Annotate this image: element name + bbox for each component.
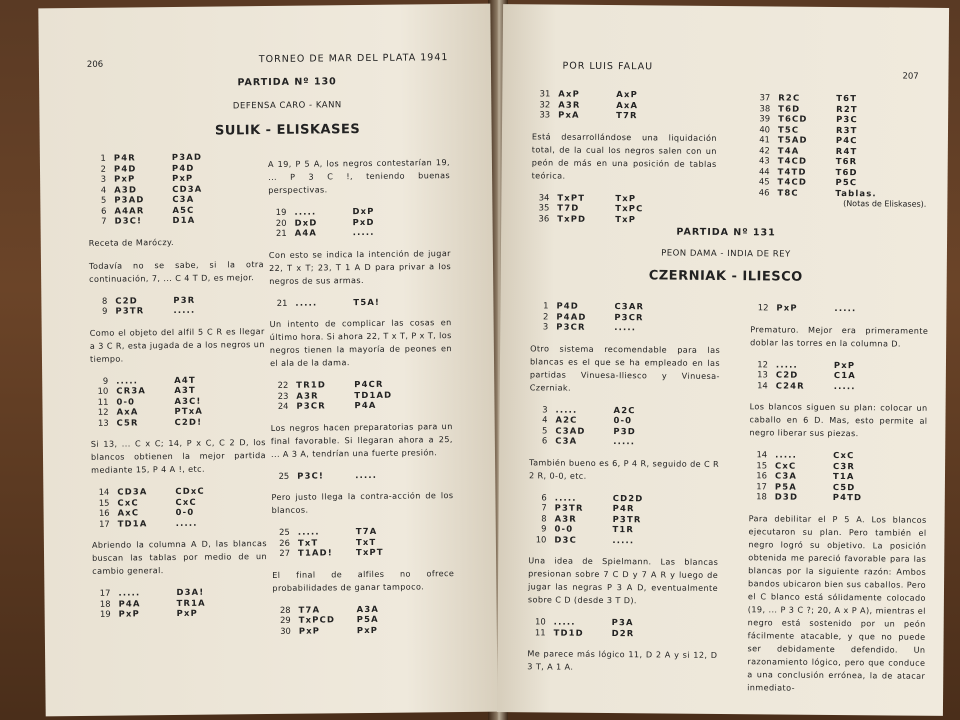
black-move: R2T [836, 103, 858, 114]
white-move: R2C [778, 92, 801, 103]
move-number: 14 [756, 449, 768, 460]
move-number: 9 [102, 305, 108, 316]
move-number: 11 [97, 396, 109, 407]
black-move: ..... [834, 303, 857, 314]
white-move: ..... [118, 587, 141, 598]
right-page [497, 4, 949, 716]
black-move: TxPT [355, 546, 384, 558]
move-list [528, 492, 718, 546]
move-list [532, 88, 717, 121]
right-column-2 [751, 92, 927, 209]
white-move: P4A [118, 597, 141, 609]
move-list [268, 205, 450, 238]
black-move: P5C [835, 177, 858, 188]
move-list [749, 449, 927, 503]
move-number: 17 [99, 587, 111, 598]
move-row [752, 134, 927, 146]
move-number: 12 [97, 406, 109, 417]
annotation: Receta de Maróczy. [88, 236, 175, 248]
move-list [89, 294, 264, 317]
black-move: CD2D [612, 492, 644, 503]
game-title: PARTIDA Nº 130 [237, 76, 337, 89]
move-number: 23 [277, 390, 289, 401]
white-move: T8C [777, 187, 799, 198]
move-number: 6 [541, 491, 547, 503]
move-number: 7 [541, 502, 547, 513]
annotation-credit: (Notas de Eliskases). [843, 199, 927, 209]
left-column-2 [268, 156, 455, 636]
black-move: ..... [613, 436, 636, 447]
move-number: 17 [756, 480, 767, 491]
move-row [749, 491, 927, 503]
black-move: TxP [615, 213, 637, 224]
black-move: TxPC [615, 203, 644, 214]
move-number: 19 [99, 608, 111, 619]
move-number: 12 [757, 358, 769, 369]
black-move: A4T [174, 374, 196, 385]
move-row [752, 155, 927, 167]
annotation: Para debilitar el P 5 A. Los blancos ejecutaron su plan. Pero también el negro logró su objetivo. La posición obtenida me pareció favorable para las blancas por la siguiente razón: Ambos bandos ubicaron bien sus caballos. Pero el C blanco está sólidamente colocado (19, ... P 3 C ?; 20, A x P A), mientras el negro está sostenido por un peón fácilmente atacable, y que no puede ser debidamente defendido. Un razonamiento lógico, pero que conduce a una conclusión errónea, la de atacar inmediato- [747, 512, 927, 693]
move-list [270, 378, 452, 411]
black-move: P3C [836, 114, 858, 125]
black-move: PxP [172, 172, 194, 184]
white-move: A3R [558, 99, 581, 110]
move-row [750, 302, 928, 314]
right-column-3 [527, 300, 720, 675]
black-move: P4TD [832, 492, 863, 503]
move-row [752, 92, 927, 104]
move-number: 10 [534, 616, 546, 627]
left-page [38, 4, 497, 717]
move-number: 21 [275, 227, 287, 238]
black-move: PTxA [174, 405, 204, 417]
game-title: PARTIDA Nº 131 [676, 226, 776, 239]
white-move: ..... [555, 404, 578, 415]
move-list [750, 302, 928, 314]
move-number: 1 [543, 300, 549, 311]
white-move: P4R [113, 152, 136, 163]
move-number: 8 [101, 295, 108, 306]
black-move: TR1A [176, 597, 206, 608]
black-move: PxP [356, 624, 379, 635]
black-move: TD1AD [354, 389, 393, 400]
move-number: 2 [542, 310, 549, 322]
move-number: 12 [757, 302, 769, 313]
white-move: T1AD! [297, 547, 333, 558]
black-move: C3R [833, 460, 856, 471]
move-number: 9 [102, 375, 109, 386]
white-move: DxD [294, 217, 318, 228]
white-move: P4D [113, 162, 137, 174]
white-move: P3CR [296, 400, 326, 411]
move-list [528, 616, 718, 639]
annotation: También bueno es 6, P 4 R, seguido de C R 2 R, 0-0, etc. [528, 456, 720, 481]
move-list [90, 374, 266, 428]
move-list [751, 92, 927, 199]
move-number: 10 [535, 533, 547, 545]
move-number: 40 [759, 123, 771, 134]
annotation: A 19, P 5 A, los negros contestarían 19, ... P 3 C !, teniendo buenas perspectivas. [267, 157, 451, 195]
move-number: 37 [759, 92, 771, 103]
move-number: 18 [756, 491, 767, 502]
black-move: C2D! [174, 416, 203, 427]
white-move: T6D [778, 103, 801, 114]
white-move: PxP [114, 173, 136, 184]
move-number: 39 [759, 113, 771, 124]
white-move: AxC [117, 507, 140, 518]
black-move: T1A [832, 471, 855, 482]
white-move: CxC [775, 460, 797, 471]
annotation: Si 13, ... C x C; 14, P x C, C 2 D, los blancos obtienen la mejor partida mediante 15, P 4 A !, etc. [90, 437, 267, 475]
move-list [531, 192, 716, 225]
white-move: A4A [294, 227, 318, 238]
white-move: ..... [775, 359, 798, 370]
move-number: 19 [275, 206, 287, 217]
black-move: CDxC [175, 485, 205, 497]
white-move: P3CR [556, 321, 586, 332]
annotation: Un intento de complicar las cosas en último hora. Si ahora 22, T x T, P x T, los negros tienen la mayoría de peones en el ala de la dama. [269, 317, 452, 368]
annotation: Prematuro. Mejor era primeramente doblar las torres en la columna D. [750, 323, 929, 349]
move-list [529, 404, 719, 448]
white-move: T4CD [777, 155, 808, 166]
black-move: P3R [173, 294, 196, 305]
move-number: 20 [275, 217, 287, 228]
white-move: TD1A [117, 517, 148, 529]
white-move: D3C! [114, 215, 143, 226]
move-number: 9 [541, 523, 547, 534]
black-move: T6D [835, 166, 858, 177]
move-number: 28 [279, 604, 291, 615]
white-move: T4CD [777, 176, 808, 187]
white-move: TR1D [296, 379, 327, 390]
black-move: C3A [172, 193, 195, 205]
white-move: T6CD [778, 113, 808, 124]
black-move: 0-0 [613, 415, 633, 426]
move-number: 3 [542, 403, 548, 415]
opening-name: PEON DAMA - INDIA DE REY [661, 247, 791, 260]
move-number: 21 [276, 297, 288, 308]
move-number: 6 [541, 435, 548, 446]
white-move: CxC [117, 496, 139, 508]
move-number: 4 [542, 414, 548, 425]
black-move: PxP [833, 359, 856, 370]
black-move: R4T [835, 145, 858, 156]
annotation: El final de alfiles no ofrece probabilidades de ganar tampoco. [272, 567, 455, 593]
white-move: TxPT [557, 192, 586, 203]
move-number: 38 [759, 102, 771, 113]
white-move: D3D [774, 491, 799, 502]
move-number: 36 [538, 212, 550, 224]
move-number: 42 [759, 144, 770, 155]
annotation: Abriendo la columna A D, las blancas buscan las tablas por medio de un cambio general. [91, 538, 268, 576]
move-number: 26 [279, 537, 290, 548]
black-move: CxC [175, 496, 197, 507]
black-move: T5A! [353, 296, 381, 307]
annotation: Como el objeto del alfil 5 C R es llegar a 3 C R, esta jugada de a los negros un tiempo. [89, 325, 265, 364]
black-move: ..... [833, 380, 856, 391]
black-move: P3CR [614, 311, 644, 322]
white-move: T7A [298, 604, 321, 615]
black-move: D2R [611, 627, 635, 638]
move-number: 16 [98, 507, 110, 518]
right-column-4 [747, 302, 928, 695]
move-number: 25 [278, 470, 290, 481]
players-title: CZERNIAK - ILIESCO [648, 268, 803, 285]
move-number: 45 [758, 176, 770, 187]
black-move: A2C [613, 404, 636, 415]
white-move: P3TR [115, 305, 145, 316]
white-move: P4D [556, 300, 580, 311]
move-number: 11 [534, 626, 546, 638]
black-move: R3T [835, 124, 858, 135]
annotation: Me parece más lógico 11, D 2 A y si 12, D 3 T, A 1 A. [527, 648, 718, 672]
black-move: T7R [616, 110, 638, 121]
annotation: Todavía no se sabe, si la otra continuación, 7, ... C 4 T D, es mejor. [88, 258, 265, 284]
move-number: 27 [279, 547, 291, 558]
move-list [272, 525, 454, 558]
white-move: C3AD [555, 425, 586, 436]
white-move: ..... [554, 492, 577, 503]
annotation: Está desarrollándose una liquidación total, de la cual los negros salen con un peón de más en una posición de tablas teórica. [531, 130, 717, 181]
black-move: T1R [612, 524, 635, 535]
move-list [88, 151, 264, 226]
move-number: 18 [99, 598, 111, 609]
black-move: AxP [616, 89, 638, 100]
black-move: C5D [832, 481, 856, 492]
white-move: PxP [118, 608, 140, 619]
white-move: C24R [775, 380, 805, 391]
move-number: 5 [100, 194, 107, 205]
white-move: C5R [116, 416, 139, 428]
move-row [751, 187, 926, 199]
white-move: PxA [558, 109, 580, 120]
white-move: T5AD [777, 134, 808, 145]
white-move: P5A [774, 481, 798, 492]
white-move: T5C [777, 124, 800, 135]
running-head: POR LUIS FALAU [562, 60, 654, 73]
move-number: 4 [100, 184, 107, 195]
opening-name: DEFENSA CARO - KANN [232, 99, 342, 111]
annotation: Otro sistema recomendable para las blancas es el que se ha empleado en las partidas Vinuesa-Iliesco y Vinuesa-Czerniak. [529, 342, 721, 393]
white-move: P4AD [556, 311, 587, 322]
annotation: Una idea de Spielmann. Las blancas presionan sobre 7 C D y 7 A R y luego de jugar las negras P 3 A D, eventualmente sobre C D (desde 3 T D). [527, 555, 719, 606]
white-move: C2D [115, 294, 138, 306]
move-list [273, 603, 455, 636]
annotation: Con esto se indica la intención de jugar 22, T x T; 23, T 1 A D para privar a los negros de sus armas. [268, 247, 452, 286]
move-number: 34 [538, 191, 550, 203]
white-move: T4A [777, 145, 800, 156]
white-move: C2D [775, 369, 799, 380]
move-row [752, 113, 927, 125]
move-number: 13 [757, 369, 768, 380]
game-131-heading [531, 226, 921, 284]
move-number: 8 [541, 512, 547, 524]
move-number: 3 [542, 321, 549, 332]
move-number: 15 [98, 497, 110, 508]
black-move: P4A [354, 399, 377, 411]
move-number: 17 [98, 518, 110, 529]
black-move: ..... [352, 226, 375, 238]
white-move: ..... [116, 374, 139, 386]
right-column-1 [531, 88, 717, 225]
white-move: A2C [555, 414, 578, 425]
black-move: C3AR [614, 301, 645, 312]
move-row [750, 380, 928, 392]
black-move: TxP [615, 192, 637, 203]
white-move: CR3A [116, 385, 147, 396]
black-move: 0-0 [175, 506, 195, 518]
black-move: ..... [614, 322, 637, 333]
move-number: 24 [277, 400, 289, 411]
black-move: TxT [355, 536, 377, 547]
white-move: PxP [776, 302, 798, 313]
move-row [93, 607, 268, 619]
move-number: 35 [538, 202, 550, 213]
annotation: Los negros hacen preparatorias para un final favorable. Si llegaran ahora a 25, ... A 3 A, tendrían una fuerte presión. [270, 420, 453, 459]
white-move: ..... [297, 526, 320, 537]
white-move: PxP [298, 625, 321, 636]
black-move: CD3A [172, 183, 203, 194]
white-move: A3R [296, 390, 319, 401]
move-row [273, 624, 455, 636]
white-move: P3TR [554, 502, 584, 513]
black-move: DxP [352, 205, 375, 217]
players-title: SULIK - ELISKASES [214, 122, 361, 139]
white-move: TD1D [553, 627, 584, 638]
move-list [530, 300, 720, 333]
move-number: 33 [539, 109, 551, 120]
move-number: 44 [758, 165, 770, 176]
move-number: 6 [101, 205, 107, 216]
annotation: Pero justo llega la contra-acción de los blancos. [271, 490, 454, 515]
black-move: T6T [836, 93, 858, 104]
black-move: P4D [171, 162, 195, 173]
move-number: 1 [100, 152, 106, 163]
move-number: 16 [756, 470, 768, 481]
move-list [91, 485, 266, 529]
black-move: ..... [175, 517, 198, 528]
white-move: ..... [775, 449, 798, 460]
black-move: P3A [611, 617, 634, 628]
white-move: TxT [297, 537, 319, 548]
move-number: 15 [756, 459, 768, 470]
move-list [92, 586, 267, 619]
black-move: P4C [835, 135, 858, 146]
black-move: A5C [172, 204, 195, 215]
white-move: AxA [116, 406, 139, 417]
black-move: ..... [173, 304, 196, 316]
white-move: T4TD [777, 166, 807, 177]
black-move: A3C! [174, 395, 202, 406]
running-head: TORNEO DE MAR DEL PLATA 1941 [258, 52, 449, 66]
white-move: ..... [553, 616, 576, 627]
move-number: 30 [280, 625, 291, 636]
white-move: A4AR [114, 204, 145, 216]
move-list [750, 359, 928, 392]
move-number: 29 [279, 614, 291, 625]
white-move: P3C! [297, 469, 324, 481]
black-move: PxD [352, 216, 375, 227]
move-number: 7 [101, 215, 107, 226]
black-move: AxA [616, 99, 639, 110]
move-number: 46 [758, 186, 770, 197]
move-number: 14 [98, 486, 110, 497]
white-move: ..... [295, 297, 318, 308]
black-move: D3A! [176, 586, 205, 598]
move-number: 32 [539, 98, 551, 110]
black-move: C1A [833, 370, 856, 381]
move-number: 41 [759, 134, 770, 145]
page-number: 206 [86, 59, 104, 70]
annotation: Los blancos siguen su plan: colocar un caballo en 6 D. Mas, esto permite al negro liberar sus piezas. [749, 401, 928, 439]
move-number: 14 [757, 379, 768, 390]
move-number: 5 [541, 424, 548, 436]
white-move: P3AD [114, 194, 145, 205]
black-move: ..... [612, 534, 635, 545]
black-move: P3TR [612, 513, 642, 524]
white-move: 0-0 [554, 523, 574, 534]
black-move: T6R [835, 156, 858, 167]
black-move: P5A [356, 613, 379, 625]
black-move: T7A [355, 525, 378, 537]
black-move: P3D [613, 425, 636, 436]
move-number: 13 [97, 417, 109, 428]
black-move: D1A [172, 214, 196, 226]
black-move: P4R [612, 503, 635, 514]
white-move: TxPCD [298, 614, 336, 625]
white-move: ..... [294, 206, 317, 217]
black-move: P4CR [354, 378, 384, 390]
move-number: 31 [539, 88, 551, 99]
black-move: ..... [355, 469, 378, 480]
move-number: 10 [97, 385, 109, 396]
move-number: 3 [100, 173, 107, 184]
black-move: P3AD [171, 151, 203, 163]
white-move: A3D [114, 183, 138, 195]
white-move: A3R [554, 513, 578, 524]
white-move: C3A [774, 470, 798, 481]
move-number: 2 [100, 163, 107, 174]
white-move: C3A [555, 435, 578, 446]
move-number: 43 [759, 155, 770, 166]
white-move: AxP [558, 88, 580, 99]
move-row [752, 176, 927, 188]
white-move: 0-0 [116, 395, 136, 407]
white-move: T7D [557, 202, 580, 213]
move-number: 22 [277, 379, 289, 390]
black-move: A3T [174, 384, 196, 396]
black-move: PxP [176, 607, 198, 619]
black-move: CxC [833, 450, 855, 461]
move-row [531, 213, 716, 225]
black-move: Tablas. [835, 187, 877, 198]
white-move: D3C [554, 534, 578, 545]
page-number: 207 [902, 71, 919, 82]
move-number: 25 [279, 526, 290, 537]
black-move: A3A [356, 603, 380, 614]
white-move: TxPD [557, 213, 587, 224]
white-move: CD3A [117, 486, 148, 497]
